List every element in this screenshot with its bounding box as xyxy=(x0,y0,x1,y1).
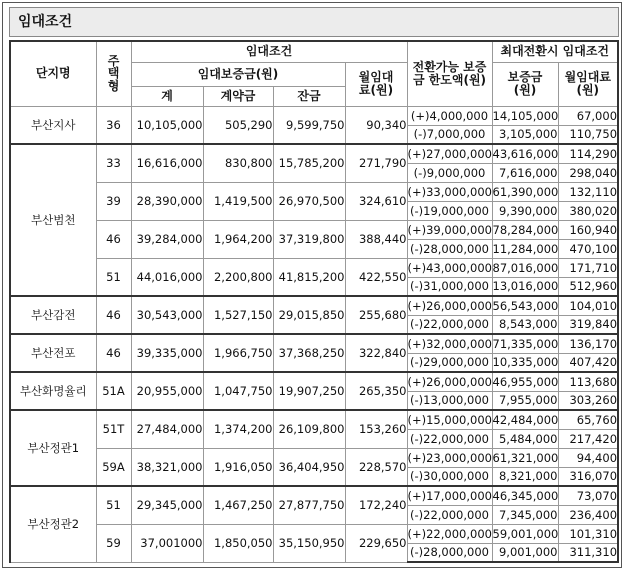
complex-name-cell: 부산감전 xyxy=(10,296,96,334)
header-max-conversion: 최대전환시 임대조건 xyxy=(492,41,618,62)
table-row xyxy=(10,486,618,505)
deposit-contract-cell: 1,527,150 xyxy=(203,296,273,334)
max-deposit-cell: 14,105,000 xyxy=(492,106,558,125)
deposit-balance-cell: 9,599,750 xyxy=(273,106,345,144)
unit-type-cell: 46 xyxy=(96,220,131,258)
table-row xyxy=(10,372,618,391)
convertible-limit-cell: (+)26,000,000 xyxy=(407,296,492,315)
unit-type-cell: 39 xyxy=(96,182,131,220)
table-row xyxy=(10,296,618,315)
header-deposit-balance: 잔금 xyxy=(273,86,345,106)
complex-name-cell: 부산정관2 xyxy=(10,486,96,562)
deposit-contract-cell: 1,467,250 xyxy=(203,486,273,524)
table-row xyxy=(10,106,618,125)
monthly-rent-cell: 153,260 xyxy=(345,410,407,448)
max-deposit-cell: 46,955,000 xyxy=(492,372,558,391)
max-deposit-cell: 56,543,000 xyxy=(492,296,558,315)
max-monthly-rent-cell: 319,840 xyxy=(558,315,618,334)
table-row xyxy=(10,524,618,543)
convertible-limit-cell: (+)39,000,000 xyxy=(407,220,492,239)
unit-type-cell: 51 xyxy=(96,258,131,296)
table-row xyxy=(10,144,618,163)
max-deposit-cell: 7,345,000 xyxy=(492,505,558,524)
deposit-balance-cell: 29,015,850 xyxy=(273,296,345,334)
deposit-balance-cell: 37,319,800 xyxy=(273,220,345,258)
convertible-limit-cell: (+)33,000,000 xyxy=(407,182,492,201)
monthly-rent-cell: 229,650 xyxy=(345,524,407,562)
header-convertible-limit: 전환가능 보증금 한도액(원) xyxy=(407,41,492,106)
convertible-limit-cell: (-)28,000,000 xyxy=(407,239,492,258)
deposit-total-cell: 44,016,000 xyxy=(131,258,203,296)
max-monthly-rent-cell: 94,400 xyxy=(558,448,618,467)
header-max-deposit: 보증금(원) xyxy=(492,62,558,106)
complex-name-cell: 부산범천 xyxy=(10,144,96,296)
max-deposit-cell: 59,001,000 xyxy=(492,524,558,543)
convertible-limit-cell: (-)22,000,000 xyxy=(407,505,492,524)
deposit-balance-cell: 41,815,200 xyxy=(273,258,345,296)
deposit-contract-cell: 1,966,750 xyxy=(203,334,273,372)
complex-name-cell: 부산정관1 xyxy=(10,410,96,486)
header-deposit-total: 계 xyxy=(131,86,203,106)
convertible-limit-cell: (-)13,000,000 xyxy=(407,391,492,410)
rent-conditions-table xyxy=(9,40,619,563)
monthly-rent-cell: 172,240 xyxy=(345,486,407,524)
deposit-balance-cell: 27,877,750 xyxy=(273,486,345,524)
header-deposit-contract: 계약금 xyxy=(203,86,273,106)
monthly-rent-cell: 90,340 xyxy=(345,106,407,144)
max-deposit-cell: 61,321,000 xyxy=(492,448,558,467)
monthly-rent-cell: 422,550 xyxy=(345,258,407,296)
monthly-rent-cell: 271,790 xyxy=(345,144,407,182)
section-title: 임대조건 xyxy=(9,7,619,37)
convertible-limit-cell: (-)9,000,000 xyxy=(407,163,492,182)
unit-type-cell: 46 xyxy=(96,296,131,334)
max-deposit-cell: 5,484,000 xyxy=(492,429,558,448)
max-monthly-rent-cell: 114,290 xyxy=(558,144,618,163)
max-monthly-rent-cell: 101,310 xyxy=(558,524,618,543)
max-monthly-rent-cell: 104,010 xyxy=(558,296,618,315)
convertible-limit-cell: (-)29,000,000 xyxy=(407,353,492,372)
deposit-contract-cell: 2,200,800 xyxy=(203,258,273,296)
deposit-balance-cell: 35,150,950 xyxy=(273,524,345,562)
max-monthly-rent-cell: 160,940 xyxy=(558,220,618,239)
monthly-rent-cell: 228,570 xyxy=(345,448,407,486)
convertible-limit-cell: (-)22,000,000 xyxy=(407,429,492,448)
max-monthly-rent-cell: 171,710 xyxy=(558,258,618,277)
max-monthly-rent-cell: 298,040 xyxy=(558,163,618,182)
deposit-total-cell: 37,001000 xyxy=(131,524,203,562)
deposit-contract-cell: 830,800 xyxy=(203,144,273,182)
max-deposit-cell: 8,543,000 xyxy=(492,315,558,334)
max-monthly-rent-cell: 132,110 xyxy=(558,182,618,201)
convertible-limit-cell: (+)26,000,000 xyxy=(407,372,492,391)
max-deposit-cell: 11,284,000 xyxy=(492,239,558,258)
max-monthly-rent-cell: 311,310 xyxy=(558,543,618,562)
max-deposit-cell: 7,955,000 xyxy=(492,391,558,410)
deposit-balance-cell: 37,368,250 xyxy=(273,334,345,372)
convertible-limit-cell: (+)43,000,000 xyxy=(407,258,492,277)
max-deposit-cell: 78,284,000 xyxy=(492,220,558,239)
max-monthly-rent-cell: 380,020 xyxy=(558,201,618,220)
table-row xyxy=(10,182,618,201)
unit-type-cell: 59 xyxy=(96,524,131,562)
table-row xyxy=(10,410,618,429)
complex-name-cell: 부산지사 xyxy=(10,106,96,144)
deposit-contract-cell: 505,290 xyxy=(203,106,273,144)
deposit-total-cell: 28,390,000 xyxy=(131,182,203,220)
deposit-balance-cell: 26,109,800 xyxy=(273,410,345,448)
deposit-total-cell: 30,543,000 xyxy=(131,296,203,334)
max-monthly-rent-cell: 512,960 xyxy=(558,277,618,296)
max-monthly-rent-cell: 470,100 xyxy=(558,239,618,258)
deposit-total-cell: 16,616,000 xyxy=(131,144,203,182)
max-monthly-rent-cell: 73,070 xyxy=(558,486,618,505)
convertible-limit-cell: (-)19,000,000 xyxy=(407,201,492,220)
header-rent-condition: 임대조건 xyxy=(131,41,407,62)
max-deposit-cell: 42,484,000 xyxy=(492,410,558,429)
deposit-total-cell: 27,484,000 xyxy=(131,410,203,448)
max-deposit-cell: 13,016,000 xyxy=(492,277,558,296)
deposit-contract-cell: 1,047,750 xyxy=(203,372,273,410)
max-monthly-rent-cell: 236,400 xyxy=(558,505,618,524)
deposit-total-cell: 39,284,000 xyxy=(131,220,203,258)
max-deposit-cell: 46,345,000 xyxy=(492,486,558,505)
max-monthly-rent-cell: 113,680 xyxy=(558,372,618,391)
convertible-limit-cell: (-)22,000,000 xyxy=(407,315,492,334)
header-max-rent: 월임대료(원) xyxy=(558,62,618,106)
deposit-balance-cell: 36,404,950 xyxy=(273,448,345,486)
max-deposit-cell: 3,105,000 xyxy=(492,125,558,144)
complex-name-cell: 부산화명율리 xyxy=(10,372,96,410)
table-row xyxy=(10,258,618,277)
deposit-contract-cell: 1,419,500 xyxy=(203,182,273,220)
deposit-contract-cell: 1,964,200 xyxy=(203,220,273,258)
max-monthly-rent-cell: 316,070 xyxy=(558,467,618,486)
deposit-contract-cell: 1,850,050 xyxy=(203,524,273,562)
monthly-rent-cell: 255,680 xyxy=(345,296,407,334)
monthly-rent-cell: 322,840 xyxy=(345,334,407,372)
max-deposit-cell: 87,016,000 xyxy=(492,258,558,277)
max-monthly-rent-cell: 110,750 xyxy=(558,125,618,144)
convertible-limit-cell: (-)28,000,000 xyxy=(407,543,492,562)
table-row xyxy=(10,334,618,353)
deposit-balance-cell: 15,785,200 xyxy=(273,144,345,182)
max-deposit-cell: 8,321,000 xyxy=(492,467,558,486)
max-deposit-cell: 9,001,000 xyxy=(492,543,558,562)
max-monthly-rent-cell: 217,420 xyxy=(558,429,618,448)
convertible-limit-cell: (-)31,000,000 xyxy=(407,277,492,296)
deposit-balance-cell: 26,970,500 xyxy=(273,182,345,220)
convertible-limit-cell: (+)27,000,000 xyxy=(407,144,492,163)
convertible-limit-cell: (-)30,000,000 xyxy=(407,467,492,486)
max-deposit-cell: 71,335,000 xyxy=(492,334,558,353)
max-deposit-cell: 9,390,000 xyxy=(492,201,558,220)
monthly-rent-cell: 265,350 xyxy=(345,372,407,410)
deposit-total-cell: 29,345,000 xyxy=(131,486,203,524)
complex-name-cell: 부산전포 xyxy=(10,334,96,372)
deposit-total-cell: 20,955,000 xyxy=(131,372,203,410)
header-monthly-rent: 월임대료(원) xyxy=(345,62,407,106)
deposit-balance-cell: 19,907,250 xyxy=(273,372,345,410)
convertible-limit-cell: (+)15,000,000 xyxy=(407,410,492,429)
convertible-limit-cell: (-)7,000,000 xyxy=(407,125,492,144)
unit-type-cell: 51 xyxy=(96,486,131,524)
convertible-limit-cell: (+)22,000,000 xyxy=(407,524,492,543)
convertible-limit-cell: (+)17,000,000 xyxy=(407,486,492,505)
max-deposit-cell: 61,390,000 xyxy=(492,182,558,201)
deposit-total-cell: 10,105,000 xyxy=(131,106,203,144)
header-complex: 단지명 xyxy=(10,41,96,106)
header-type: 주택형 xyxy=(96,41,131,106)
monthly-rent-cell: 388,440 xyxy=(345,220,407,258)
unit-type-cell: 46 xyxy=(96,334,131,372)
unit-type-cell: 33 xyxy=(96,144,131,182)
header-deposit: 임대보증금(원) xyxy=(131,62,345,86)
unit-type-cell: 59A xyxy=(96,448,131,486)
unit-type-cell: 51T xyxy=(96,410,131,448)
max-monthly-rent-cell: 303,260 xyxy=(558,391,618,410)
unit-type-cell: 51A xyxy=(96,372,131,410)
max-deposit-cell: 43,616,000 xyxy=(492,144,558,163)
max-monthly-rent-cell: 407,420 xyxy=(558,353,618,372)
deposit-contract-cell: 1,374,200 xyxy=(203,410,273,448)
max-monthly-rent-cell: 67,000 xyxy=(558,106,618,125)
convertible-limit-cell: (+)32,000,000 xyxy=(407,334,492,353)
max-monthly-rent-cell: 65,760 xyxy=(558,410,618,429)
table-row xyxy=(10,220,618,239)
deposit-contract-cell: 1,916,050 xyxy=(203,448,273,486)
unit-type-cell: 36 xyxy=(96,106,131,144)
monthly-rent-cell: 324,610 xyxy=(345,182,407,220)
table-row xyxy=(10,448,618,467)
deposit-total-cell: 39,335,000 xyxy=(131,334,203,372)
convertible-limit-cell: (+)23,000,000 xyxy=(407,448,492,467)
max-deposit-cell: 7,616,000 xyxy=(492,163,558,182)
max-deposit-cell: 10,335,000 xyxy=(492,353,558,372)
max-monthly-rent-cell: 136,170 xyxy=(558,334,618,353)
deposit-total-cell: 38,321,000 xyxy=(131,448,203,486)
convertible-limit-cell: (+)4,000,000 xyxy=(407,106,492,125)
